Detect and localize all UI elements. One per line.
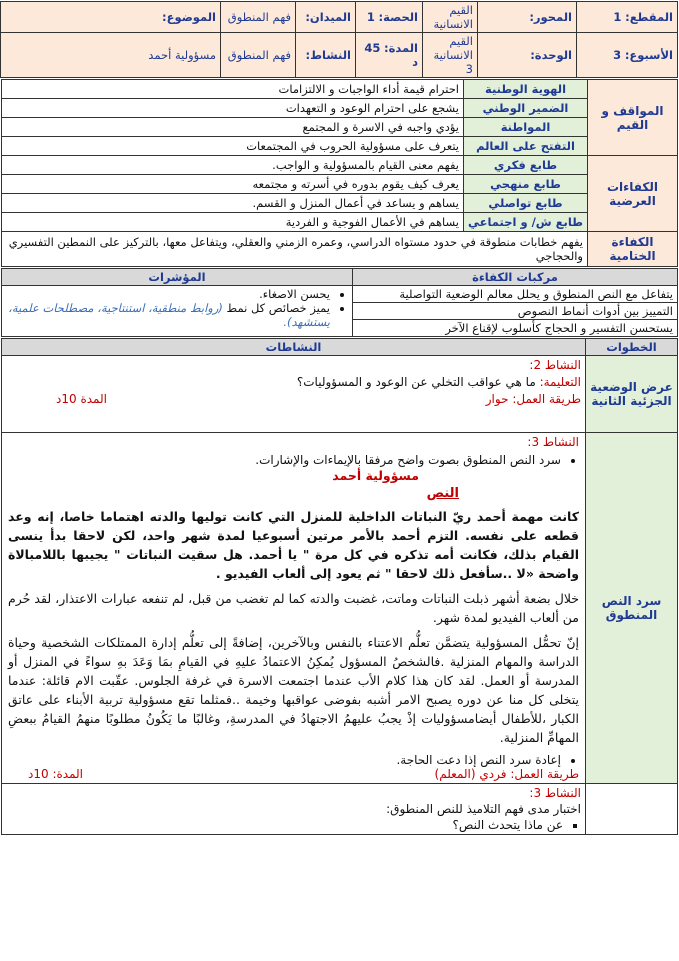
narration-content (2, 433, 586, 784)
unit-label-cell: الوحدة: (478, 33, 577, 78)
activity-value-cell: فهم المنطوق (221, 33, 296, 78)
final-competency-label: الكفاءة الختامية (588, 232, 678, 267)
values-group-label: المواقف و القيم (588, 80, 678, 156)
components-header: مركبات الكفاءة (353, 269, 678, 286)
values-table (1, 79, 678, 267)
indicators-header: المؤشرات (2, 269, 353, 286)
week-cell: الأسبوع: 3 (577, 33, 678, 78)
competency-text-1: يعرف كيف يقوم بدوره في أسرته و مجتمعه (2, 175, 464, 194)
activity-3b-title: النشاط 3: (529, 786, 581, 800)
components-table (1, 268, 678, 337)
competency-text-3: يساهم في الأعمال الفوجية و الفردية (2, 213, 464, 232)
session-cell: الحصة: 1 (356, 2, 423, 33)
component-item-0: يتفاعل مع النص المنطوق و يحلل معالم الوضعية التواصلية (353, 286, 678, 303)
comprehension-content (2, 784, 586, 835)
paragraph-0: كانت مهمة أحمد ريّ النباتات الداخلية للمنزل التي كانت توليها والدته اهتماما خاصا، إنه وعد قطعه على نفسه. التزم أحمد بالأمر مرتين أسبوعيا لمدة شهر واحد، لكن لاحقا بدأ ينسى القيام بذلك، فكانت أمه تذكره في كل مرة " يا أحمد. هل سقيت النباتات " يجيبها باللامبالاة واضحة «لا ..سأفعل ذلك لاحقا " ثم يعود إلى ألعاب الفيديو . (8, 509, 579, 581)
steps-header: الخطوات (586, 339, 678, 356)
final-competency-text: يفهم خطابات منطوقة في حدود مستواه الدراسي، وعمره الزمني والعقلي، ويتفاعل معها، بالتركيز على النمطين التفسيري والحجاجي (2, 232, 588, 267)
comprehension-label (586, 784, 678, 835)
instruction-line: التعليمة: ما هي عواقب التخلي عن الوعود و المسؤوليات؟ (296, 375, 581, 389)
competency-label-1: طابع منهجي (464, 175, 588, 194)
comprehension-text: اختبار مدى فهم التلاميذ للنص المنطوق: (386, 802, 581, 816)
narration-method-line: طريقة العمل: فردي (المعلم) المدة: 10د (28, 767, 579, 781)
activity-2-title: النشاط 2: (529, 358, 581, 372)
unit-value-cell: القيم الانسانية 3 (423, 33, 478, 78)
topic-label-cell: الموضوع: (1, 2, 221, 33)
repeat-bullet: • إعادة سرد النص إذا دعت الحاجة. (8, 753, 561, 767)
text-heading: النص (426, 486, 459, 501)
competencies-group-label: الكفاءات العرضية (588, 156, 678, 232)
competency-label-2: طابع تواصلي (464, 194, 588, 213)
value-text-0: احترام قيمة أداء الواجبات و الالتزامات (2, 80, 464, 99)
narration-label: سرد النص المنطوق (586, 433, 678, 784)
competency-label-3: طابع ش/ و اجتماعي (464, 213, 588, 232)
value-text-1: يشجع على احترام الوعود و التعهدات (2, 99, 464, 118)
indicator-item-0: • يحسن الاصغاء. (6, 287, 330, 301)
value-label-3: التفتح على العالم (464, 137, 588, 156)
indicators-cell (2, 286, 353, 337)
paragraph-2: إنّ تحمُّل المسؤولية يتضمَّن تعلُّم الاعتناء بالنفس وبالآخرين، إضافةً إلى تعلُّم إدارة الممتلكات الشخصية وحياة الدراسة والمهام المنزلية .فالشخصُ المسؤول يُمكِنُ الاعتمادُ عليهِ في القيامِ بمَا وَعَدَ بهِ سواءً في المنزل أو المدرسة أو العمل. لقد كان هذا كلام الأب عندما اجتمعت الاسرة في غرفة الجلوس. عقّبت الام قائلة: عندما يتخلى كل منا عن دوره يصبح الامر أشبه بفوضى عواقبها وخيمة ..فمثلما تقع مسؤولية تربية الأبناء على عاتق الكبار ،للأطفال أيضامسؤوليات إذْ يجبُ عليهمُ الاجتهادُ في المدرسةِ، وغالبًا ما يَكُونُ مطلوبًا منهمُ القيامُ ببعضِ المهامِّ المنزلية. (8, 635, 579, 745)
component-item-1: التمييز بين أدوات أنماط النصوص (353, 303, 678, 320)
activity-3-title: النشاط 3: (527, 435, 579, 449)
value-label-2: المواطنة (464, 118, 588, 137)
field-value-cell: فهم المنطوق (221, 2, 296, 33)
axis-value-cell: القيم الانسانية (423, 2, 478, 33)
value-label-1: الضمير الوطني (464, 99, 588, 118)
topic-value-cell: مسؤولية أحمد (1, 33, 221, 78)
paragraph-1: خلال بضعة أشهر ذبلت النباتات وماتت، غضبت والدته كما لم تغضب من قبل، لم تنفعه عبارات الاعتذار، لقد حُرم من ألعاب الفيديو لمدة شهر. (8, 591, 579, 625)
narration-bullet: • سرد النص المنطوق بصوت واضح مرفقا بالإيماءات والإشارات. (8, 453, 561, 467)
method-line: طريقة العمل: حوار المدة 10د (56, 392, 581, 406)
activities-header: النشاطات (2, 339, 586, 356)
indicator-paren: (روابط منطقية، استنتاجية، مصطلحات علمية، يستشهد). (8, 301, 330, 329)
situation-content (2, 356, 586, 433)
component-item-2: يستحسن التفسير و الحجاج كأسلوب لإقناع الآخر (353, 320, 678, 337)
header-table (0, 1, 678, 78)
field-label-cell: الميدان: (296, 2, 356, 33)
value-text-2: يؤدي واجبه في الاسرة و المجتمع (2, 118, 464, 137)
axis-label-cell: المحور: (478, 2, 577, 33)
story-title: مسؤولية أحمد (332, 468, 419, 483)
value-text-3: يتعرف على مسؤولية الحروب في المجتمعات (2, 137, 464, 156)
comprehension-question: ▪ عن ماذا يتحدث النص؟ (6, 817, 563, 833)
indicator-item-1: • يميز خصائص كل نمط (روابط منطقية، استنتاجية، مصطلحات علمية، يستشهد). (6, 301, 330, 329)
activity-label-cell: النشاط: (296, 33, 356, 78)
segment-cell: المقطع: 1 (577, 2, 678, 33)
competency-text-2: يساهم و يساعد في أعمال المنزل و القسم. (2, 194, 464, 213)
duration-cell: المدة: 45 د (356, 33, 423, 78)
value-label-0: الهوية الوطنية (464, 80, 588, 99)
competency-text-0: يفهم معنى القيام بالمسؤولية و الواجب. (2, 156, 464, 175)
steps-table (1, 338, 678, 835)
competency-label-0: طابع فكري (464, 156, 588, 175)
situation-label: عرض الوضعية الجزئية الثانية (586, 356, 678, 433)
